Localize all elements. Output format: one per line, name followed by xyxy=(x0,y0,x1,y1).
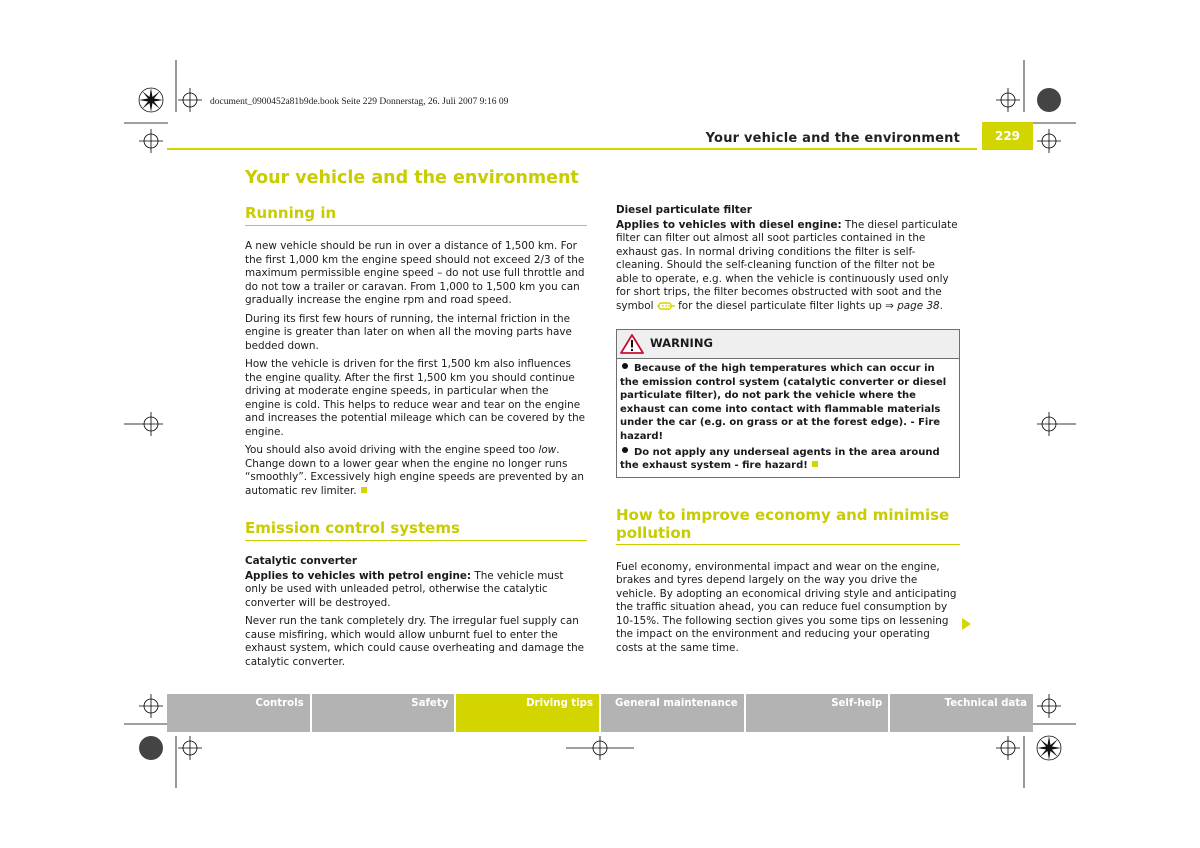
running-in-paragraph-4 xyxy=(245,444,587,498)
diesel-lead: Applies to vehicles with diesel engine: xyxy=(616,218,842,231)
warning-item-2-text: Do not apply any underseal agents in the area around the exhaust system - fire hazard! xyxy=(620,446,940,472)
running-in-paragraph-1: A new vehicle should be run in over a distance of 1,500 km. For the first 1,000 km the engine speed should not exceed 2/3 of the maximum permissible engine speed – do not use full throttle and do not tow a trailer or caravan. From 1,000 to 1,500 km you can gradually increase the engine rpm and road speed. xyxy=(245,240,585,306)
print-header: document_0900452a81b9de.book Seite 229 Donnerstag, 26. Juli 2007 9:16 09 xyxy=(210,97,509,107)
warning-item-1-text: Because of the high temperatures which can occur in the emission control system (catalytic converter or diesel particulate filter), do not park the vehicle where the exhaust can come into contact with flammable materials under the car (e.g. on grass or at the forest edge). - Fire hazard! xyxy=(620,363,947,442)
warning-item xyxy=(620,446,956,473)
tab-technical-data[interactable]: Technical data xyxy=(890,694,1033,732)
header-rule xyxy=(167,148,977,150)
bullet-icon xyxy=(622,447,628,453)
economy-paragraph: Fuel economy, environmental impact and wear on the engine, brakes and tyres depend largely on the way you drive the vehicle. By adopting an economical driving style and anticipating the traffic situation ahead, you can reduce fuel consumption by 10-15%. The following section gives you some tips on lessening the impact on the environment and reducing your operating costs at the same time. xyxy=(616,560,957,654)
section-title-running-in: Running in xyxy=(245,204,587,226)
running-in-paragraph-3: How the vehicle is driven for the first 1,500 km also influences the engine quality. After the first 1,500 km you should continue driving at moderate engine speeds, in particular when the engine is cold. This helps to reduce wear and tear on the engine and increases the potential mileage which can be covered by the engine. xyxy=(245,358,586,438)
petrol-rest: The vehicle must only be used with unleaded petrol, otherwise the catalytic converter will be destroyed. xyxy=(245,569,564,609)
emission-paragraph-2: Never run the tank completely dry. The irregular fuel supply can cause misfiring, which would allow unburnt fuel to enter the exhaust system, which could cause overheating and damage the catalytic converter. xyxy=(245,615,585,668)
warning-label: WARNING xyxy=(650,336,713,351)
warning-header xyxy=(617,330,959,359)
diesel-filter-heading: Diesel particulate filter xyxy=(616,204,752,216)
tab-general-maintenance[interactable]: General maintenance xyxy=(601,694,746,732)
page-number: 229 xyxy=(982,122,1033,150)
bullet-icon xyxy=(622,363,628,369)
running-in-paragraph-2: During its first few hours of running, the internal friction in the engine is greater than later on when all the moving parts have bedded down. xyxy=(245,312,572,352)
diesel-text-2: for the diesel particulate filter lights up ⇒ xyxy=(674,299,898,312)
running-header-title: Your vehicle and the environment xyxy=(705,131,960,146)
chapter-title: Your vehicle and the environment xyxy=(245,168,579,188)
warning-item xyxy=(620,362,956,444)
petrol-lead: Applies to vehicles with petrol engine: xyxy=(245,569,472,582)
chapter-tabs xyxy=(167,694,1033,732)
left-column xyxy=(245,204,587,674)
p4-start: You should also avoid driving with the engine speed too xyxy=(245,444,539,456)
warning-triangle-icon xyxy=(620,334,644,354)
right-column xyxy=(616,204,960,660)
section-end-icon xyxy=(812,461,818,467)
section-title-economy: How to improve economy and minimise pollution xyxy=(616,506,960,545)
tab-driving-tips[interactable]: Driving tips xyxy=(456,694,601,732)
p4-end: . Change down to a lower gear when the engine no longer runs “smoothly”. Excessively high engine speeds are prevented by an automatic rev limiter. xyxy=(245,444,584,497)
diesel-paragraph xyxy=(616,219,960,316)
diesel-particulate-filter-icon xyxy=(657,301,675,316)
section-title-emission: Emission control systems xyxy=(245,519,587,541)
tab-self-help[interactable]: Self-help xyxy=(746,694,891,732)
diesel-end: . xyxy=(939,299,943,312)
section-end-icon xyxy=(361,487,367,493)
continue-arrow-icon xyxy=(962,618,971,630)
warning-body xyxy=(617,359,959,477)
emission-paragraph-1 xyxy=(245,570,587,611)
diesel-text-1: The diesel particulate filter can filter out almost all soot particles contained in the exhaust gas. In normal driving conditions the filter is self-cleaning. Should the self-cleaning function of the filter not be able to operate, e.g. when the vehicle is continuously used only for short trips, the filter becomes obstructed with soot and the symbol xyxy=(616,218,958,312)
diesel-page-ref[interactable]: page 38 xyxy=(897,299,940,312)
tab-controls[interactable]: Controls xyxy=(167,694,312,732)
tab-safety[interactable]: Safety xyxy=(312,694,457,732)
catalytic-converter-heading: Catalytic converter xyxy=(245,555,358,567)
warning-box xyxy=(616,329,960,478)
p4-low: low xyxy=(538,444,557,456)
